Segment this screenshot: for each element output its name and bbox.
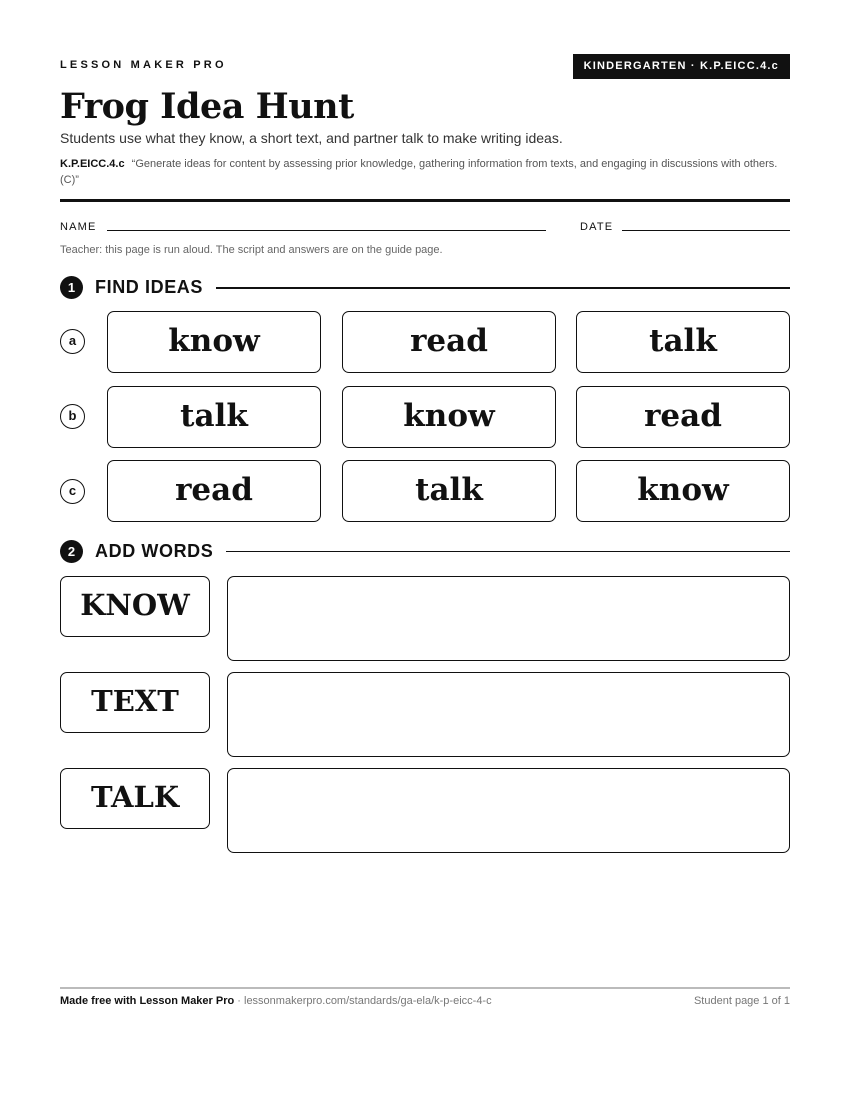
word-card[interactable]: read [107,460,321,522]
section-number: 2 [60,540,83,563]
section-add-words-header [60,540,790,563]
row-letter-c: c [60,479,85,504]
label-talk: TALK [60,768,210,829]
word-card[interactable]: read [576,386,790,448]
row-letter-a: a [60,329,85,354]
label-know: KNOW [60,576,210,637]
footer-divider [60,987,790,989]
writing-box-text[interactable] [227,672,790,757]
date-field[interactable] [622,230,790,231]
footer-credit [60,995,492,1007]
grade-badge: KINDERGARTEN · K.P.EICC.4.c [573,54,790,79]
footer-url[interactable]: · lessonmakerpro.com/standards/ga-ela/k-p-eicc-4-c [237,995,492,1007]
brand-name: LESSON MAKER PRO [60,59,227,71]
word-card[interactable]: know [342,386,556,448]
word-card[interactable]: know [576,460,790,522]
writing-box-know[interactable] [227,576,790,661]
worksheet-page [60,0,790,1100]
section-title: FIND IDEAS [95,277,204,297]
label-text: TEXT [60,672,210,733]
teacher-note: Teacher: this page is run aloud. The script and answers are on the guide page. [60,244,443,256]
word-card[interactable]: know [107,311,321,373]
section-find-ideas-header [60,276,790,299]
standard-text: “Generate ideas for content by assessing prior knowledge, gathering information from texts, and engaging in discussions with others. (C)” [60,158,778,186]
section-rule [216,287,790,289]
footer-page-label: Student page 1 of 1 [693,995,790,1007]
header-divider [60,199,790,202]
page-title: Frog Idea Hunt [60,86,354,127]
row-letter-b: b [60,404,85,429]
section-rule [226,551,790,553]
date-label: DATE [580,221,614,233]
name-label: NAME [60,221,97,233]
section-title: ADD WORDS [95,541,214,561]
section-number: 1 [60,276,83,299]
footer-made-with: Made free with Lesson Maker Pro [60,995,235,1007]
word-card[interactable]: read [342,311,556,373]
name-field[interactable] [107,230,546,231]
page-subtitle: Students use what they know, a short text, and partner talk to make writing ideas. [60,130,563,146]
standard-description [60,156,790,188]
writing-box-talk[interactable] [227,768,790,853]
word-card[interactable]: talk [107,386,321,448]
standard-code: K.P.EICC.4.c [60,158,125,170]
word-card[interactable]: talk [576,311,790,373]
word-card[interactable]: talk [342,460,556,522]
